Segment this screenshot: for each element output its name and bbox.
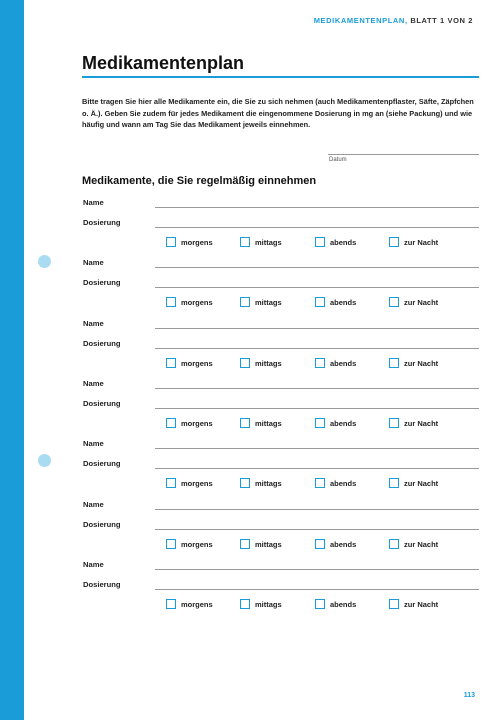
checkbox-label: zur Nacht — [404, 418, 439, 428]
checkbox-label: morgens — [181, 418, 213, 428]
checkbox-square[interactable] — [389, 418, 399, 428]
checkbox-label: morgens — [181, 238, 213, 247]
checkbox-square[interactable] — [315, 599, 325, 609]
checkbox-square[interactable] — [240, 237, 250, 247]
checkbox-square[interactable] — [166, 358, 176, 368]
dosage-label: Dosierung — [83, 338, 121, 348]
name-input-line[interactable] — [155, 509, 479, 510]
medication-entry — [82, 196, 479, 254]
medication-entry — [82, 498, 479, 556]
dosage-label: Dosierung — [83, 218, 121, 227]
checkbox-square[interactable] — [389, 237, 399, 247]
running-header-sheet: BLATT 1 VON 2 — [410, 16, 473, 25]
checkbox-label: mittags — [255, 238, 282, 247]
checkbox-label: morgens — [181, 599, 213, 609]
checkbox-square[interactable] — [166, 478, 176, 488]
checkbox-label: mittags — [255, 298, 282, 308]
checkbox-square[interactable] — [166, 418, 176, 428]
checkbox-square[interactable] — [240, 539, 250, 549]
name-label: Name — [83, 258, 104, 268]
page-number: 113 — [463, 692, 475, 699]
checkbox-label: abends — [330, 358, 357, 368]
dosage-input-line[interactable] — [155, 348, 479, 349]
checkbox-square[interactable] — [166, 237, 176, 247]
punch-hole-bottom — [38, 454, 51, 467]
checkbox-label: zur Nacht — [404, 539, 439, 549]
dosage-label: Dosierung — [83, 459, 121, 469]
checkbox-square[interactable] — [240, 599, 250, 609]
dosage-input-line[interactable] — [155, 589, 479, 590]
checkbox-label: abends — [330, 539, 357, 549]
checkbox-square[interactable] — [315, 478, 325, 488]
checkbox-label: abends — [330, 298, 357, 308]
checkbox-label: morgens — [181, 479, 213, 489]
checkbox-square[interactable] — [389, 297, 399, 307]
dosage-input-line[interactable] — [155, 468, 479, 469]
checkbox-label: mittags — [255, 358, 282, 368]
checkbox-label: morgens — [181, 539, 213, 549]
checkbox-square[interactable] — [389, 539, 399, 549]
checkbox-square[interactable] — [315, 297, 325, 307]
checkbox-square[interactable] — [166, 599, 176, 609]
checkbox-square[interactable] — [240, 297, 250, 307]
checkbox-label: mittags — [255, 539, 282, 549]
medication-entry — [82, 437, 479, 495]
checkbox-square[interactable] — [240, 418, 250, 428]
running-header — [314, 16, 473, 25]
checkbox-label: mittags — [255, 479, 282, 489]
page-title: Medikamentenplan — [82, 53, 245, 73]
checkbox-label: mittags — [255, 418, 282, 428]
name-label: Name — [83, 559, 104, 569]
checkbox-square[interactable] — [166, 539, 176, 549]
checkbox-label: abends — [330, 599, 357, 609]
side-color-bar — [0, 0, 24, 720]
checkbox-label: zur Nacht — [404, 358, 439, 368]
checkbox-label: zur Nacht — [404, 599, 439, 609]
checkbox-square[interactable] — [315, 418, 325, 428]
date-input-line[interactable] — [328, 154, 479, 155]
dosage-label: Dosierung — [83, 398, 121, 408]
checkbox-square[interactable] — [315, 358, 325, 368]
checkbox-label: abends — [330, 479, 357, 489]
dosage-input-line[interactable] — [155, 287, 479, 288]
section-heading: Medikamente, die Sie regelmäßig einnehmen — [82, 175, 317, 187]
medication-entry — [82, 558, 479, 616]
checkbox-label: morgens — [181, 298, 213, 308]
checkbox-label: abends — [330, 418, 357, 428]
checkbox-square[interactable] — [315, 237, 325, 247]
medication-entry — [82, 256, 479, 314]
checkbox-label: morgens — [181, 358, 213, 368]
name-input-line[interactable] — [155, 267, 479, 268]
checkbox-label: abends — [330, 238, 357, 247]
intro-text: Bitte tragen Sie hier alle Medikamente ein, die Sie zu sich nehmen (auch Medikamentenpflaster, Säfte, Zäpfchen o. Ä.). Geben Sie zudem für jedes Medikament die eingenommene Dosierung in mg an (siehe Packung) und wie häufig und wann am Tag Sie das Medikament jeweils einnehmen. — [82, 97, 474, 129]
name-input-line[interactable] — [155, 207, 479, 208]
medication-entry — [82, 377, 479, 435]
name-input-line[interactable] — [155, 388, 479, 389]
checkbox-square[interactable] — [389, 358, 399, 368]
name-label: Name — [83, 198, 104, 207]
running-header-section: MEDIKAMENTENPLAN, — [313, 16, 408, 25]
medication-entry — [82, 317, 479, 375]
checkbox-square[interactable] — [240, 358, 250, 368]
name-label: Name — [83, 439, 104, 449]
dosage-label: Dosierung — [83, 519, 121, 529]
checkbox-square[interactable] — [166, 297, 176, 307]
checkbox-label: zur Nacht — [404, 479, 439, 489]
checkbox-square[interactable] — [240, 478, 250, 488]
title-rule — [82, 76, 479, 78]
name-input-line[interactable] — [155, 569, 479, 570]
date-label: Datum — [329, 157, 347, 163]
dosage-input-line[interactable] — [155, 408, 479, 409]
punch-hole-top — [38, 255, 51, 268]
checkbox-label: mittags — [255, 599, 282, 609]
checkbox-square[interactable] — [389, 599, 399, 609]
dosage-input-line[interactable] — [155, 529, 479, 530]
checkbox-label: zur Nacht — [404, 298, 439, 308]
checkbox-square[interactable] — [315, 539, 325, 549]
name-input-line[interactable] — [155, 448, 479, 449]
dosage-input-line[interactable] — [155, 227, 479, 228]
name-label: Name — [83, 318, 104, 328]
checkbox-label: zur Nacht — [404, 238, 439, 247]
name-label: Name — [83, 378, 104, 388]
checkbox-square[interactable] — [389, 478, 399, 488]
name-label: Name — [83, 499, 104, 509]
dosage-label: Dosierung — [83, 579, 121, 589]
name-input-line[interactable] — [155, 328, 479, 329]
dosage-label: Dosierung — [83, 278, 121, 288]
